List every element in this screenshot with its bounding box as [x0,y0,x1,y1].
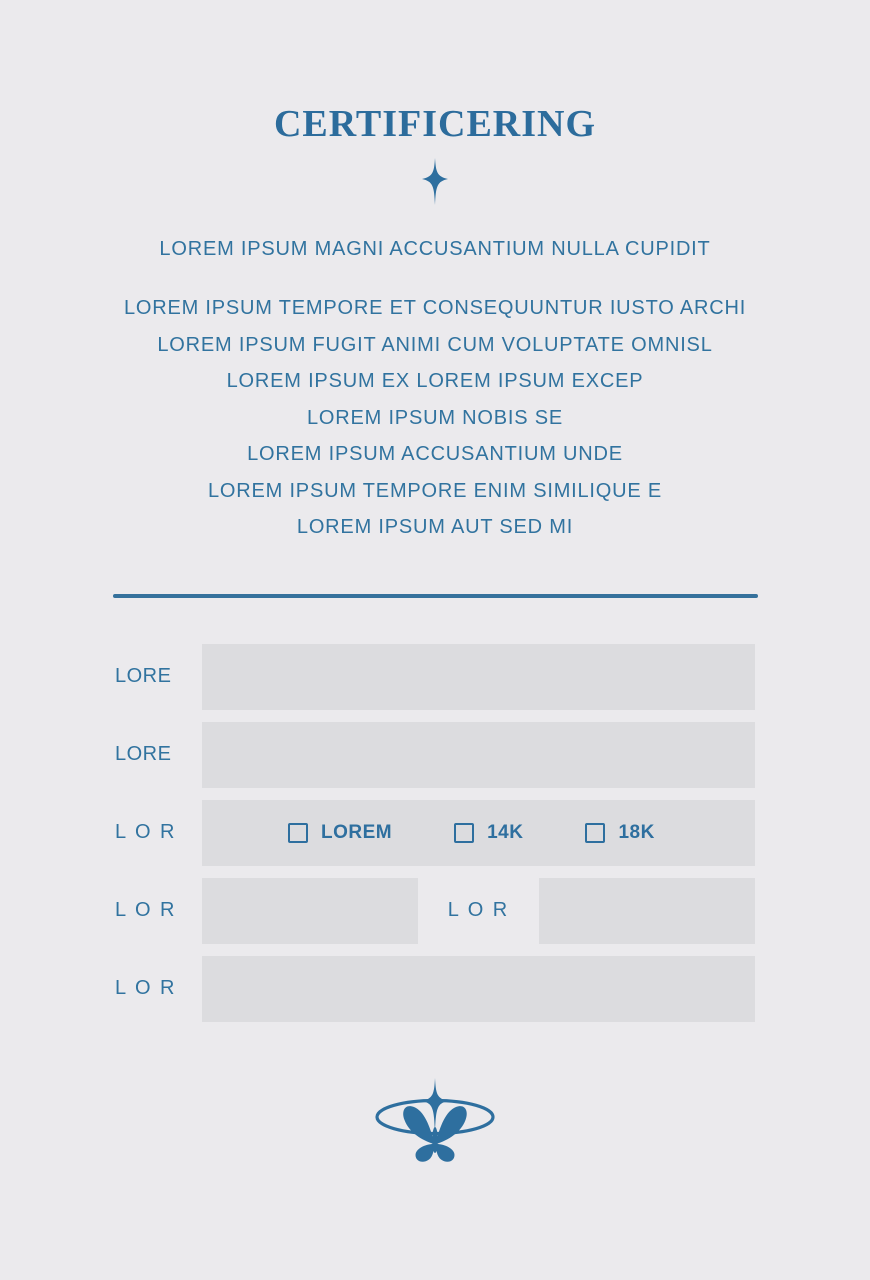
body-line: LOREM IPSUM TEMPORE ENIM SIMILIQUE E [207,479,663,502]
form-row-4 [115,878,755,944]
field-label-4: L O R [115,899,177,921]
checkbox-option-14k[interactable] [454,822,523,844]
checkbox-field [202,800,755,866]
field-label-5: L O R [115,977,177,999]
page-title: CERTIFICERING [273,103,597,145]
form-row-1 [115,644,755,710]
checkbox-option-18k[interactable] [585,822,654,844]
body-line: LOREM IPSUM TEMPORE ET CONSEQUUNTUR IUSTO ARCHI [123,297,747,319]
form-row-3 [115,800,755,866]
butterfly-orbit-logo [0,1078,870,1169]
field-label-3: L O R [115,821,177,843]
field-label-1: LORE [115,665,172,687]
certificate-form [0,644,870,1022]
body-text-block [0,290,870,546]
text-field-5[interactable] [202,956,755,1022]
checkbox-icon[interactable] [288,823,308,843]
body-line: LOREM IPSUM AUT SED MI [296,516,574,538]
section-divider [113,594,758,598]
body-line: LOREM IPSUM EX LOREM IPSUM EXCEP [226,370,644,392]
subtitle-text: LOREM IPSUM MAGNI ACCUSANTIUM NULLA CUPIDIT [159,238,711,260]
text-field-4-left[interactable] [202,878,418,944]
text-field-4-right[interactable] [539,878,755,944]
text-field-2[interactable] [202,722,755,788]
checkbox-icon[interactable] [585,823,605,843]
checkbox-option-lorem[interactable] [288,822,392,844]
text-field-1[interactable] [202,644,755,710]
body-line: LOREM IPSUM FUGIT ANIMI CUM VOLUPTATE OMNISL [157,333,713,356]
checkbox-label: 14K [487,821,524,843]
checkbox-icon[interactable] [454,823,474,843]
body-line: LOREM IPSUM ACCUSANTIUM UNDE [247,443,623,465]
form-row-2 [115,722,755,788]
sparkle-icon [0,158,870,208]
checkbox-label: LOREM [321,821,393,843]
checkbox-label: 18K [618,821,655,843]
field-label-4-mid: L O R [447,899,510,921]
body-line: LOREM IPSUM NOBIS SE [306,406,564,429]
form-row-5 [115,956,755,1022]
field-label-2: LORE [115,743,172,765]
